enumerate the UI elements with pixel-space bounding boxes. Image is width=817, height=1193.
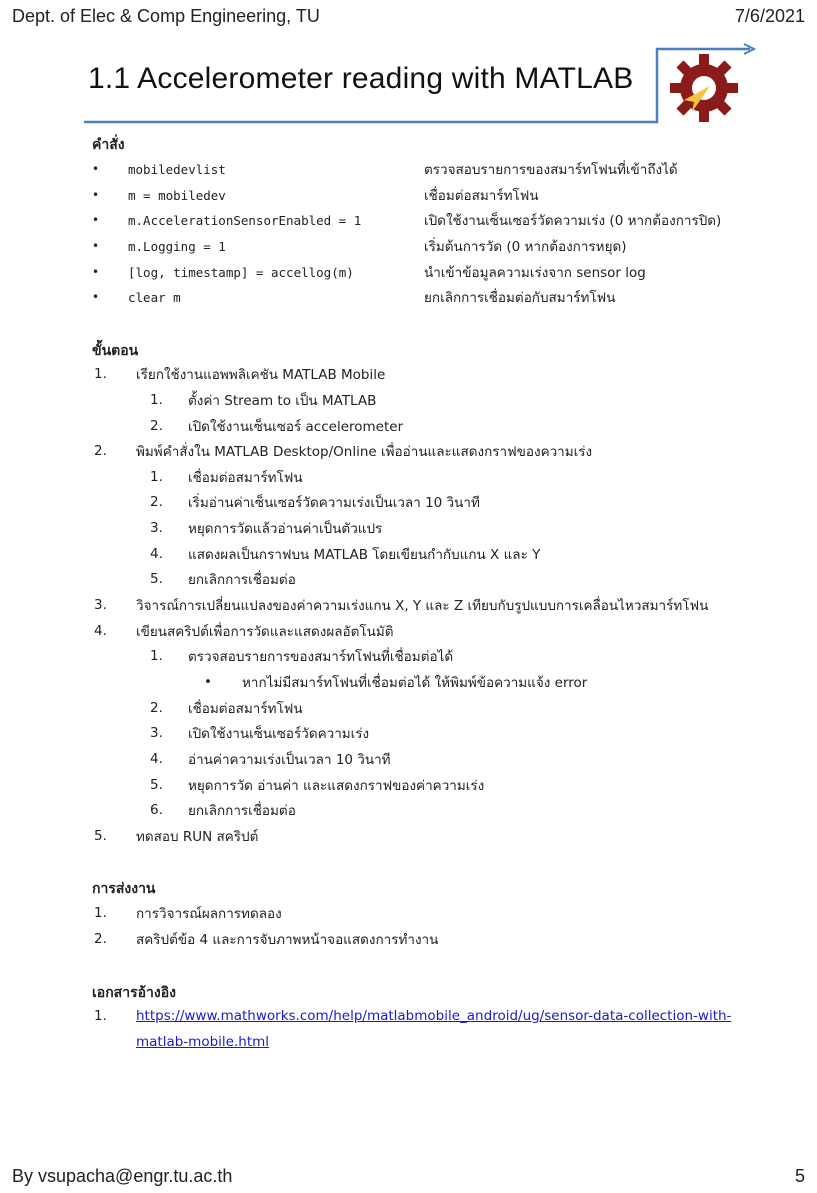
substep-text: ยกเลิกการเชื่อมต่อ xyxy=(188,803,296,819)
step-item xyxy=(94,620,394,642)
substep-number: 1. xyxy=(150,392,163,408)
substep-item xyxy=(150,799,296,821)
substep-text: เชื่อมต่อสมาร์ทโฟน xyxy=(188,701,303,717)
substep-number: 1. xyxy=(150,648,163,664)
step-number: 1. xyxy=(94,366,107,382)
command-row xyxy=(92,158,678,180)
substep-text: ตรวจสอบรายการของสมาร์ทโฟนที่เชื่อมต่อได้ xyxy=(188,649,454,665)
step-item xyxy=(94,363,385,385)
command-description: เชื่อมต่อสมาร์ทโฟน xyxy=(424,188,539,204)
substep-number: 2. xyxy=(150,494,163,510)
bullet: • xyxy=(92,239,100,253)
substep-text: อ่านค่าความเร่งเป็นเวลา 10 วินาที xyxy=(188,752,391,768)
substep-text: ตั้งค่า Stream to เป็น MATLAB xyxy=(188,393,377,409)
substep-number: 3. xyxy=(150,520,163,536)
commands-heading: คำสั่ง xyxy=(92,137,125,153)
substep-number: 6. xyxy=(150,802,163,818)
gear-logo-icon xyxy=(668,52,740,124)
step-text: วิจารณ์การเปลี่ยนแปลงของค่าความเร่งแกน X, Y และ Z เทียบกับรูปแบบการเคลื่อนไหวสมาร์ทโฟน xyxy=(136,598,709,614)
item-number: 1. xyxy=(94,1008,107,1024)
step-number: 2. xyxy=(94,443,107,459)
header-date: 7/6/2021 xyxy=(734,6,805,26)
substep-text: หยุดการวัดแล้วอ่านค่าเป็นตัวแปร xyxy=(188,521,383,537)
command-code: m.Logging = 1 xyxy=(128,238,226,254)
command-row xyxy=(92,261,646,283)
substep-item xyxy=(150,491,480,513)
step-text: เขียนสคริปต์เพื่อการวัดและแสดงผลอัตโนมัติ xyxy=(136,624,394,640)
substep-item xyxy=(150,568,296,590)
references-heading: เอกสารอ้างอิง xyxy=(92,985,176,1001)
submission-item xyxy=(94,928,438,950)
bullet: • xyxy=(92,290,100,304)
substep-number: 5. xyxy=(150,777,163,793)
command-row xyxy=(92,235,627,257)
step-text: พิมพ์คำสั่งใน MATLAB Desktop/Online เพื่ออ่านและแสดงกราฟของความเร่ง xyxy=(136,444,593,460)
bullet: • xyxy=(92,162,100,176)
substep-number: 4. xyxy=(150,751,163,767)
reference-item xyxy=(94,1005,731,1027)
substep-text: เชื่อมต่อสมาร์ทโฟน xyxy=(188,470,303,486)
page-title: 1.1 Accelerometer reading with MATLAB xyxy=(88,62,634,95)
bullet-text: หากไม่มีสมาร์ทโฟนที่เชื่อมต่อได้ ให้พิมพ์ข้อความแจ้ง error xyxy=(242,675,588,691)
step-number: 3. xyxy=(94,597,107,613)
substep-number: 5. xyxy=(150,571,163,587)
substep-text: เปิดใช้งานเซ็นเซอร์ accelerometer xyxy=(188,419,404,435)
command-code: m = mobiledev xyxy=(128,187,226,203)
step-number: 5. xyxy=(94,828,107,844)
substep-item xyxy=(150,543,540,565)
bullet: • xyxy=(92,188,100,202)
substep-text: หยุดการวัด อ่านค่า และแสดงกราฟของค่าความเร่ง xyxy=(188,778,485,794)
command-description: เปิดใช้งานเซ็นเซอร์วัดความเร่ง (0 หากต้องการปิด) xyxy=(424,213,722,229)
command-code: [log, timestamp] = accellog(m) xyxy=(128,264,354,280)
substep-item xyxy=(150,697,303,719)
submission-heading: การส่งงาน xyxy=(92,881,156,897)
header-department: Dept. of Elec & Comp Engineering, TU xyxy=(12,6,320,26)
substep-item xyxy=(150,748,391,770)
command-row xyxy=(92,286,615,308)
reference-link[interactable]: matlab-mobile.html xyxy=(136,1034,270,1050)
command-code: m.AccelerationSensorEnabled = 1 xyxy=(128,212,362,228)
command-row xyxy=(92,209,721,231)
substep-item xyxy=(150,415,403,437)
item-text: การวิจารณ์ผลการทดลอง xyxy=(136,906,282,922)
command-code: clear m xyxy=(128,289,181,305)
substep-item xyxy=(150,389,376,411)
sub-bullet-item xyxy=(204,671,587,693)
page-number: 5 xyxy=(794,1166,805,1186)
substep-text: ยกเลิกการเชื่อมต่อ xyxy=(188,572,296,588)
substep-item xyxy=(150,774,484,796)
command-code: mobiledevlist xyxy=(128,161,226,177)
substep-number: 1. xyxy=(150,469,163,485)
command-description: เริ่มต้นการวัด (0 หากต้องการหยุด) xyxy=(424,239,627,255)
item-number: 2. xyxy=(94,931,107,947)
step-number: 4. xyxy=(94,623,107,639)
substep-number: 3. xyxy=(150,725,163,741)
substep-item xyxy=(150,517,382,539)
substep-text: เริ่มอ่านค่าเซ็นเซอร์วัดความเร่งเป็นเวลา 10 วินาที xyxy=(188,495,480,511)
item-text: สคริปต์ข้อ 4 และการจับภาพหน้าจอแสดงการทำงาน xyxy=(136,932,439,948)
substep-number: 2. xyxy=(150,700,163,716)
bullet: • xyxy=(92,213,100,227)
step-text: ทดสอบ RUN สคริปต์ xyxy=(136,829,259,845)
step-item xyxy=(94,594,708,616)
command-row xyxy=(92,184,539,206)
command-description: ตรวจสอบรายการของสมาร์ทโฟนที่เข้าถึงได้ xyxy=(424,162,678,178)
item-number: 1. xyxy=(94,905,107,921)
reference-link[interactable]: https://www.mathworks.com/help/matlabmobile_android/ug/sensor-data-collection-with- xyxy=(136,1008,732,1024)
steps-heading: ขั้นตอน xyxy=(92,343,139,359)
step-item xyxy=(94,825,258,847)
footer-author: By vsupacha@engr.tu.ac.th xyxy=(12,1166,233,1186)
submission-item xyxy=(94,902,282,924)
bullet: • xyxy=(92,265,100,279)
reference-item-continued xyxy=(136,1031,269,1053)
step-item xyxy=(94,440,592,462)
substep-item xyxy=(150,722,369,744)
step-text: เรียกใช้งานแอพพลิเคชัน MATLAB Mobile xyxy=(136,367,386,383)
bullet: • xyxy=(204,674,212,690)
substep-number: 2. xyxy=(150,418,163,434)
substep-text: เปิดใช้งานเซ็นเซอร์วัดความเร่ง xyxy=(188,726,370,742)
substep-number: 4. xyxy=(150,546,163,562)
substep-item xyxy=(150,645,453,667)
command-description: นำเข้าข้อมูลความเร่งจาก sensor log xyxy=(424,265,646,281)
command-description: ยกเลิกการเชื่อมต่อกับสมาร์ทโฟน xyxy=(424,290,616,306)
substep-text: แสดงผลเป็นกราฟบน MATLAB โดยเขียนกำกับแกน X และ Y xyxy=(188,547,541,563)
substep-item xyxy=(150,466,303,488)
